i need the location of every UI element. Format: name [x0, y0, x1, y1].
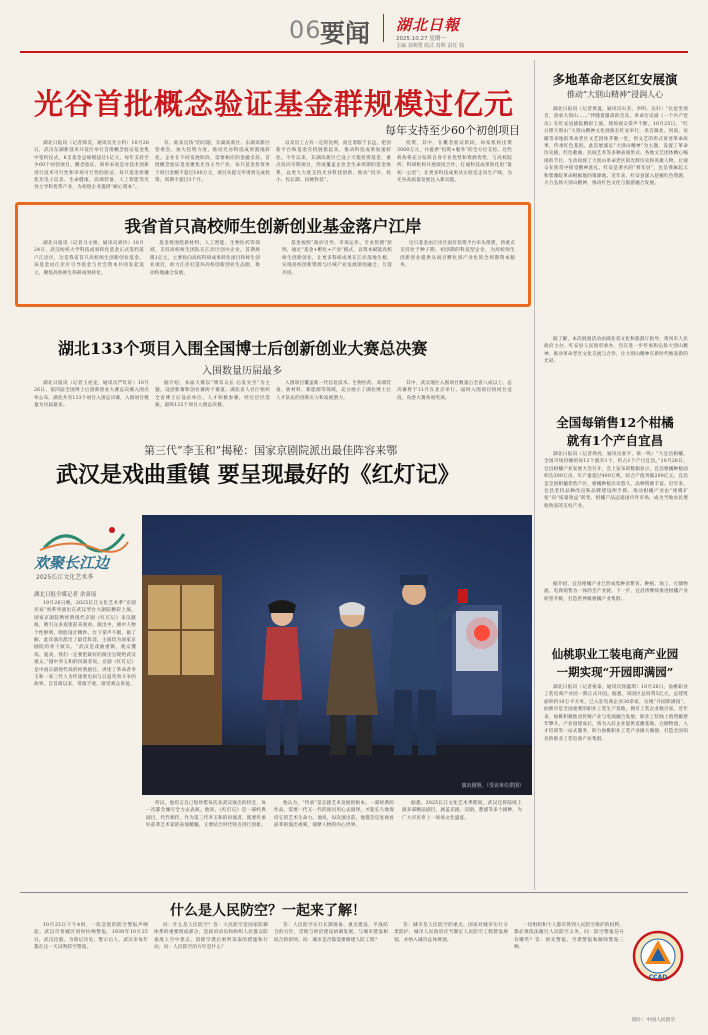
expo-subhead: 入围数量历届最多: [202, 366, 282, 377]
paper-name-logo: 湖北日報: [396, 16, 461, 34]
opera-headline: 武汉是戏曲重镇 要呈现最好的《红灯记》: [56, 462, 460, 488]
boxed-article: [15, 202, 531, 307]
festival-logo-graphic: [24, 524, 136, 554]
bottom-section-rule: [20, 892, 688, 893]
bottom-col-4: 答：城市是人民防空的重点。国家对城市实行分类防护，城市人民政府应当制定人民防空工程建设规划，并纳入城市总体规划。: [394, 923, 508, 943]
bottom-col-5: 一切组织和个人都有得到人民防空保护的权利，都必须依法履行人民防空义务。问：防空警报信号有哪些？答：预先警报、空袭警报和解除警报三种。: [514, 923, 624, 951]
sidebar1-body: 湖北日报讯（记者黄曼，通讯员石杰、李明、吴轩）“长征坐观音，唐承大别山……”伴随着激昂的音乐，革命历史剧《一个共产党员》在红安县剧院精彩上演，现场观众掌声不断。10月25日，“红日照大别山”大别山精神文化展演在红安举行，来自湖北、河南、安徽等多地的革命老区文艺团体齐聚一堂，用文艺的形式讲述革命故事，传承红色基因。此次展演以“大别山精神”为主题，设置了革命历史剧、红色歌曲、民间艺术等多种表演形式。各地文艺团体精心编排的节目，生动再现了大别山革命老区的光辉历史和英雄人物，让观众在欣赏中接受精神洗礼。红安是著名的“将军县”，也是黄麻起义和鄂豫皖革命根据地的策源地。近年来，红安县深入挖掘红色资源，大力弘扬大别山精神，推动红色文化与旅游融合发展。: [544, 107, 688, 187]
opera-body-left: 10月26日晚，2025长江文化艺术季“京剧名家”周系列演出在武汉琴台大剧院精彩上演。国家京剧院携经典现代京剧《红灯记》来汉献演，吸引众多戏迷前来观看。演出中，剧中人物个性鲜明，唱腔设计精妙，台下掌声不断。据了解，此次演出派出了最佳阵容，主演均为国家京剧院的骨干演员。“武汉是戏曲重镇，观众懂戏、爱戏，我们一定要把最好的演出呈现给武汉观众。”剧中李玉和的扮演者说。京剧《红灯记》是中国京剧现代戏的经典剧目，讲述了革命者李玉和一家三代人为传递密电码与日寇英勇斗争的故事。自首演以来，常演不衰，深受观众喜爱。: [34, 601, 136, 688]
masthead: [0, 0, 708, 52]
photo-caption: 演出剧照。（受访单位供图）: [461, 783, 524, 789]
bottom-headline: 什么是人民防空？一起来了解！: [170, 903, 366, 919]
top-col-3: 以及员工占有一定的比例，而且着眼于长远，把创新平台和基金有机链接起来，推动科技成果加速转化。今年以来，东湖高新区已设立天使投资基金，重点投向早期项目，形成覆盖企业全生命周期的基金体系，以更大力度支持光谷科技创新，推动“投早、投小、投长期、投硬科技”。: [276, 141, 391, 184]
stage-photo-image: [142, 515, 532, 795]
top-col-4: 投资，其中，在概念验证阶段，每家机构出资3000万元，并提供“投资+服务”的全方位支持。这些机构将充分发挥自身专业优势和资源优势，与高校院所、科研机构开展深度合作，打通科技成果转化的“最初一公里”，让更多科技成果从实验室走向生产线，为光谷高质量发展注入新动能。: [397, 141, 512, 184]
right-column-divider: [534, 60, 535, 890]
sidebar2-body: 湖北日报讯（记者周亮，通讯员张平、梁一鸣）“大宜昌柑橘，全国市场份额的每12个就有1个，约占1个产目宜昌。”10月26日，宜昌柑橘产业发展大会召开，会上发布的数据显示，宜昌柑橘种植面积达300万亩，年产量超过400万吨，综合产值突破200亿元。宜昌是全国柑橘优势产区，柑橘种植历史悠久，品种资源丰富。近年来，宜昌坚持品种改良和品牌建设两手抓，推动柑橘产业由“规模扩张”向“质量效益”转变，柑橘产品远销国内外市场，成为当地农民增收致富的支柱产业。: [544, 452, 688, 509]
top-subhead: 每年支持至少60个初创项目: [385, 124, 520, 137]
masthead-divider: [383, 14, 384, 42]
expo-col-3: 入围项目覆盖新一代信息技术、生物医药、高端装备、新材料、新能源等领域，充分展示了湖北博士后人才队伍的创新实力和发展潜力。: [276, 381, 391, 401]
sidebar3-headline-1: 仙桃职业工装电商产业园: [551, 647, 679, 661]
sidebar-article-3: [540, 638, 690, 890]
opera-body-bottom-1: 所以，他坦言自己很珍惜每次来武汉演出的机会，每一次都会倾尽全力去表演。他说，《红灯记》是一部经典剧目，代代相传，作为第三代李玉和的扮演者，既要传承好前辈艺术家的表演精髓，又要结合时代特点进行创新。: [146, 801, 266, 829]
top-col-2: 有、谁来出钱”的问题，东湖高新区、东湖高新区管委会、加大投资力度，推动光谷科技成果就地转化。企业在不同发展阶段，需要相应的金融支持。首批概念验证基金聚焦光谷主导产业，每只基金投资单个项目金额不超过100万元，项目从提交申请到完成投资，周期不超过3个月。: [155, 141, 270, 184]
boxed-headline: 我省首只高校师生创新创业基金落户江岸: [124, 217, 422, 236]
page-number: 06: [289, 16, 322, 44]
sidebar2-body-2: 据介绍，宜昌柑橘产业已形成集种苗繁育、种植、加工、仓储物流、电商销售为一体的全产业链。下一步，宜昌将继续推进柑橘产业转型升级，打造世界级柑橘产业集群。: [544, 582, 688, 602]
expo-article: [20, 312, 530, 442]
sidebar3-headline-2: 一期实现“开园即满园”: [556, 665, 674, 679]
expo-col-2: 据介绍，本届大赛以“博采众长·后发先至”为主题，设创新赛和创业赛两个赛道。湖北省人社厅组织全省博士后设站单位、人才积极参赛，经过层层选拔，最终133个项目入围总决赛。: [155, 381, 270, 409]
top-col-1: 湖北日报讯（记者韩美，通讯员光小科）10月26日，武汉东湖新技术开发区举行首批概念验证基金集中签约仪式，8支基金总规模超过1亿元，每年支持至少60个初创项目。概念验证，简单来说是对技术创新进行技术可行性和市场可行性的验证。每只基金将聚焦光电子信息、生命健康、高端装备、人工智能等光谷主导和优势产业，为初创企业提供“耐心资本”。: [34, 141, 149, 191]
boxed-col-4: 这只基金由江岸区国有投资平台牵头组建，将重点支持处于种子期、初创期的科技型企业，为高校师生创新创业提供从项目孵化到产业化的全周期资本服务。: [400, 241, 515, 269]
bottom-col-3: 答：人民防空实行长期准备、重点建设、平战结合的方针，贯彻与经济建设协调发展、与城市建设相结合的原则。问：城市是否都需要修建人防工程？: [274, 923, 388, 943]
bottom-article: [20, 894, 688, 1032]
stage-photo: [142, 515, 532, 795]
sidebar-article-1: [540, 62, 690, 402]
ccad-emblem-icon: [632, 930, 684, 986]
festival-title: 欢聚长江边: [34, 554, 110, 572]
sidebar3-body: 湖北日报讯（记者祝泰，通讯员汤蕴琪）10月26日，仙桃职业工装电商产业园一期正式开园。据悉，该园区总投资5亿元，总建筑面积约10万平方米，已入驻电商企业30余家，实现“开园即满园”。仙桃市是全国重要的职业工装生产基地，拥有工装企业数百家。近年来，仙桃积极推动传统产业与电商融合发展，职业工装线上销售额逐年攀升。产业园建成后，将为入驻企业提供直播基地、仓储物流、人才培训等一站式服务，助力仙桃职业工装产业做大做强，打造全国知名的职业工装电商产业集群。: [544, 685, 688, 742]
sidebar2-headline-2: 就有1个产自宜昌: [566, 433, 664, 448]
sidebar1-headline: 多地革命老区红安展演: [552, 72, 678, 87]
sidebar1-body-2: 据了解，本次展演活动由湖北省文化和旅游厅指导，黄冈市人民政府主办，红安县人民政府承办，旨在进一步传承和弘扬大别山精神，推动革命老区文化交流与合作，让大别山精神在新时代焕发新的光彩。: [544, 337, 688, 365]
bottom-col-1: 10月25日下午4时，一阵急促的防空警报声响起，武汉市各城区同时拉响警报。1938年10月25日，武汉沦陷。为铭记历史，警示后人，武汉市每年都在这一天试鸣防空警报。: [34, 923, 148, 951]
opera-article: [20, 440, 530, 890]
bottom-image-caption: 图片：中国人民防空: [632, 1018, 676, 1023]
festival-logo: [24, 524, 136, 584]
expo-col-1: 湖北日报讯（记者王祀龙，通讯员严红轩）10月26日，第四届全国博士后创新创业大赛总决赛入围名单公布，湖北共有133个项目入围总决赛，入围项目数量为历届最多。: [34, 381, 149, 409]
bottom-col-2: 问：什么是人民防空？答：人民防空是国家防御体系的重要组成部分，是政府动员和组织人民群众防备敌人空中袭击、消除空袭后果所采取的措施和行动。问：人民防空的方针是什么？: [154, 923, 268, 951]
expo-headline: 湖北133个项目入围全国博士后创新创业大赛总决赛: [58, 339, 428, 358]
sidebar2-headline-1: 全国每销售12个柑橘: [556, 415, 674, 430]
boxed-col-2: 基金将围绕新材料、人工智能、生物医药等领域，支持高校师生团队在江岸区创办企业，首期规模1亿元，主要投向高校科研成果转化项目和师生创业项目，助力江岸打造环高校创新创业生态圈，推动校地融合发展。: [150, 241, 260, 276]
date-line: 2025.10.27 星期一: [396, 36, 446, 42]
ccad-logo-text: CCAD: [648, 974, 668, 981]
expo-col-4: 其中，武汉地区入围项目数量占全省八成以上。总决赛将于11月在北京举行，届时入围项目将同台竞技，角逐大赛各项奖项。: [397, 381, 512, 401]
opera-body-bottom-3: 据悉，2025长江文化艺术季期间，武汉还将陆续上演多部精品剧目，涵盖京剧、汉剧、楚剧等多个剧种，为广大市民奉上一场场文化盛宴。: [402, 801, 522, 821]
boxed-col-1: 湖北日报讯（记者马文俊，通讯员胡玲）10月24日，武汉纺织大学科技成果转化基金正式签约落户江岸区，这是我省首只高校师生创新创业基金。该基金由江岸区引导基金与社会资本共同发起设立，聚焦高校师生科研成果转化。: [34, 241, 144, 276]
boxed-col-3: 基金按照“政府引导、市场运作、专业管理”原则，通过“基金+孵化+产业”模式，以资本赋能高校师生创新创业，让更多科研成果在江岸落地生根，实现高校创新资源与区域产业发展深度融合、互促共进。: [282, 241, 392, 276]
festival-sub: 2025长江文化艺术季: [36, 574, 94, 581]
opera-byline: 湖北日报全媒记者 余童瑶: [34, 592, 97, 598]
opera-body-bottom-2: 他认为，“传承”是京剧艺术发展的根本。一部经典的作品，需要一代又一代的演员用心去演绎，才能长久地保持它的艺术生命力。他说，每次演出前，他都会反复观看前辈的演出视频，揣摩人物的内心世界。: [274, 801, 394, 829]
section-title: 要闻: [320, 19, 371, 48]
editors-line: 主编 刘利勇 助式 封晖 责任 钱: [396, 43, 464, 49]
opera-kicker: 第三代“李玉和”揭秘：国家京剧院派出最佳阵容来鄂: [144, 444, 398, 457]
civil-defense-logo: [632, 930, 684, 1000]
top-article: [20, 60, 530, 200]
sidebar1-subhead: 推动“大别山精神”浸润人心: [566, 90, 664, 99]
sidebar-article-2: [540, 405, 690, 635]
masthead-rule: [20, 51, 688, 53]
top-headline: 光谷首批概念验证基金群规模过亿元: [34, 87, 515, 121]
